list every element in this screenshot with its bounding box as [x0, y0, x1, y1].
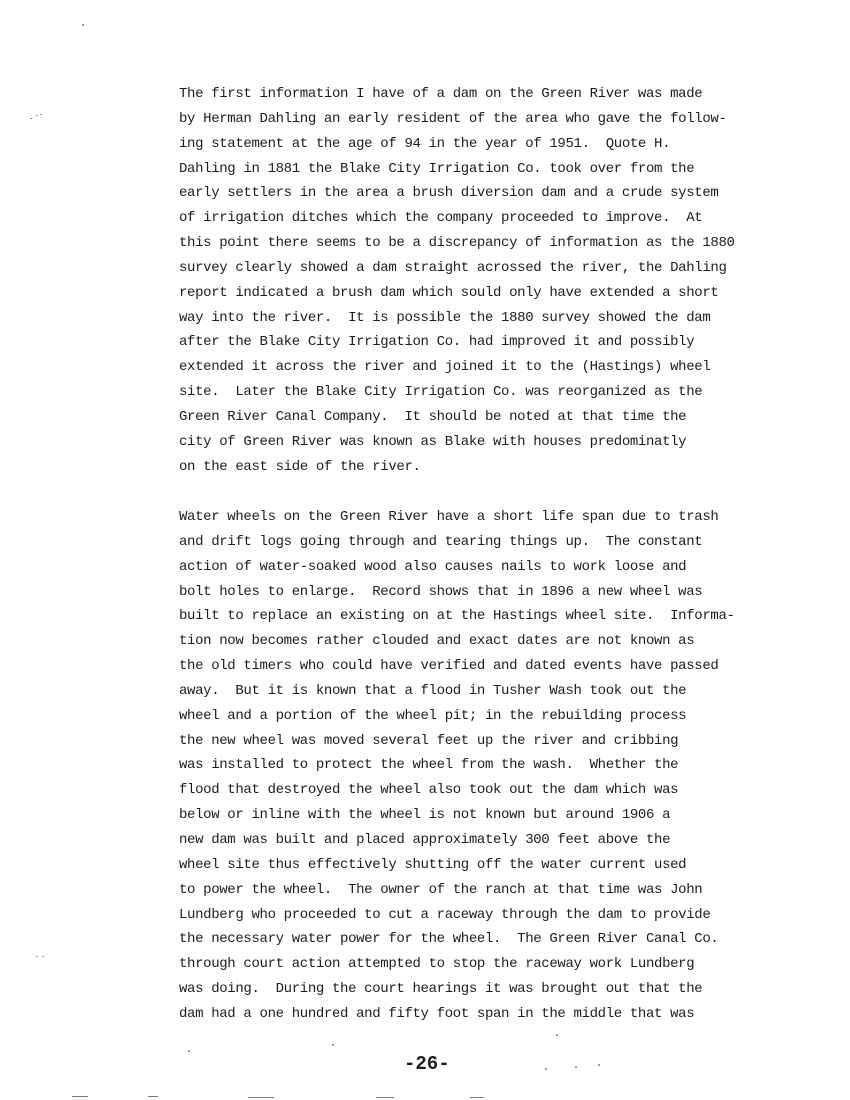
text-line: of irrigation ditches which the company proceeded to improve. At	[179, 210, 703, 227]
scan-speck	[556, 1034, 558, 1036]
text-line: was installed to protect the wheel from the wash. Whether the	[179, 757, 679, 774]
text-line: dam had a one hundred and fifty foot span in the middle that was	[179, 1005, 695, 1022]
text-line: ing statement at the age of 94 in the year of 1951. Quote H.	[179, 135, 671, 152]
text-line: The first information I have of a dam on the Green River was made	[179, 86, 703, 102]
text-line: through court action attempted to stop the raceway work Lundberg	[179, 956, 695, 973]
text-line: way into the river. It is possible the 1880 survey showed the dam	[179, 309, 711, 326]
scan-mark	[72, 1096, 88, 1097]
text-line: on the east side of the river.	[179, 458, 421, 475]
scan-mark	[148, 1096, 158, 1097]
text-line: survey clearly showed a dam straight acrossed the river, the Dahling	[179, 259, 727, 276]
text-line: city of Green River was known as Blake with houses predominatly	[179, 433, 687, 450]
text-line: to power the wheel. The owner of the ranch at that time was John	[179, 881, 703, 898]
page-number: -26-	[404, 1053, 450, 1075]
scan-mark	[376, 1097, 394, 1098]
text-line: the necessary water power for the wheel. The Green River Canal Co.	[179, 931, 719, 948]
text-line: Lundberg who proceeded to cut a raceway through the dam to provide	[179, 906, 711, 923]
text-line: bolt holes to enlarge. Record shows that in 1896 a new wheel was	[179, 583, 703, 600]
scan-speck	[36, 956, 38, 957]
text-line: extended it across the river and joined it to the (Hastings) wheel	[179, 359, 711, 376]
text-line: wheel and a portion of the wheel pit; in the rebuilding process	[179, 707, 687, 724]
text-line: action of water-soaked wood also causes nails to work loose and	[179, 558, 687, 575]
text-line: Water wheels on the Green River have a short life span due to trash	[179, 509, 719, 525]
scan-speck	[30, 118, 32, 119]
text-line: and drift logs going through and tearing things up. The constant	[179, 533, 703, 550]
text-line: Green River Canal Company. It should be noted at that time the	[179, 408, 687, 425]
text-line: away. But it is known that a flood in Tusher Wash took out the	[179, 682, 687, 699]
text-line: this point there seems to be a discrepancy of information as the 1880	[179, 235, 735, 252]
scan-speck	[40, 114, 42, 115]
text-line: Dahling in 1881 the Blake City Irrigation Co. took over from the	[179, 160, 695, 177]
text-line: wheel site thus effectively shutting off the water current used	[179, 856, 687, 873]
paragraph-2	[179, 505, 779, 1027]
text-line: built to replace an existing on at the Hastings wheel site. Informa-	[179, 608, 735, 625]
text-line: new dam was built and placed approximately 300 feet above the	[179, 831, 671, 848]
text-line: site. Later the Blake City Irrigation Co. was reorganized as the	[179, 384, 703, 401]
scan-mark	[248, 1097, 274, 1098]
text-line: report indicated a brush dam which sould only have extended a short	[179, 284, 719, 301]
paragraph-1	[179, 82, 779, 480]
text-line: the new wheel was moved several feet up the river and cribbing	[179, 732, 679, 749]
scan-speck	[598, 1064, 600, 1066]
scan-speck	[188, 1050, 190, 1052]
scan-speck	[332, 1044, 334, 1046]
scan-speck	[575, 1066, 577, 1068]
text-line: the old timers who could have verified and dated events have passed	[179, 658, 719, 675]
text-line: early settlers in the area a brush diversion dam and a crude system	[179, 185, 719, 202]
scan-speck	[82, 24, 84, 26]
text-line: after the Blake City Irrigation Co. had improved it and possibly	[179, 334, 695, 351]
text-line: by Herman Dahling an early resident of the area who gave the follow-	[179, 110, 727, 127]
scan-mark	[470, 1097, 484, 1098]
scan-speck	[36, 115, 38, 116]
text-line: flood that destroyed the wheel also took out the dam which was	[179, 782, 679, 799]
text-line: below or inline with the wheel is not known but around 1906 a	[179, 807, 671, 824]
text-line: tion now becomes rather clouded and exact dates are not known as	[179, 633, 695, 650]
scan-speck	[545, 1068, 547, 1070]
text-line: was doing. During the court hearings it was brought out that the	[179, 981, 703, 998]
scan-speck	[42, 956, 44, 957]
